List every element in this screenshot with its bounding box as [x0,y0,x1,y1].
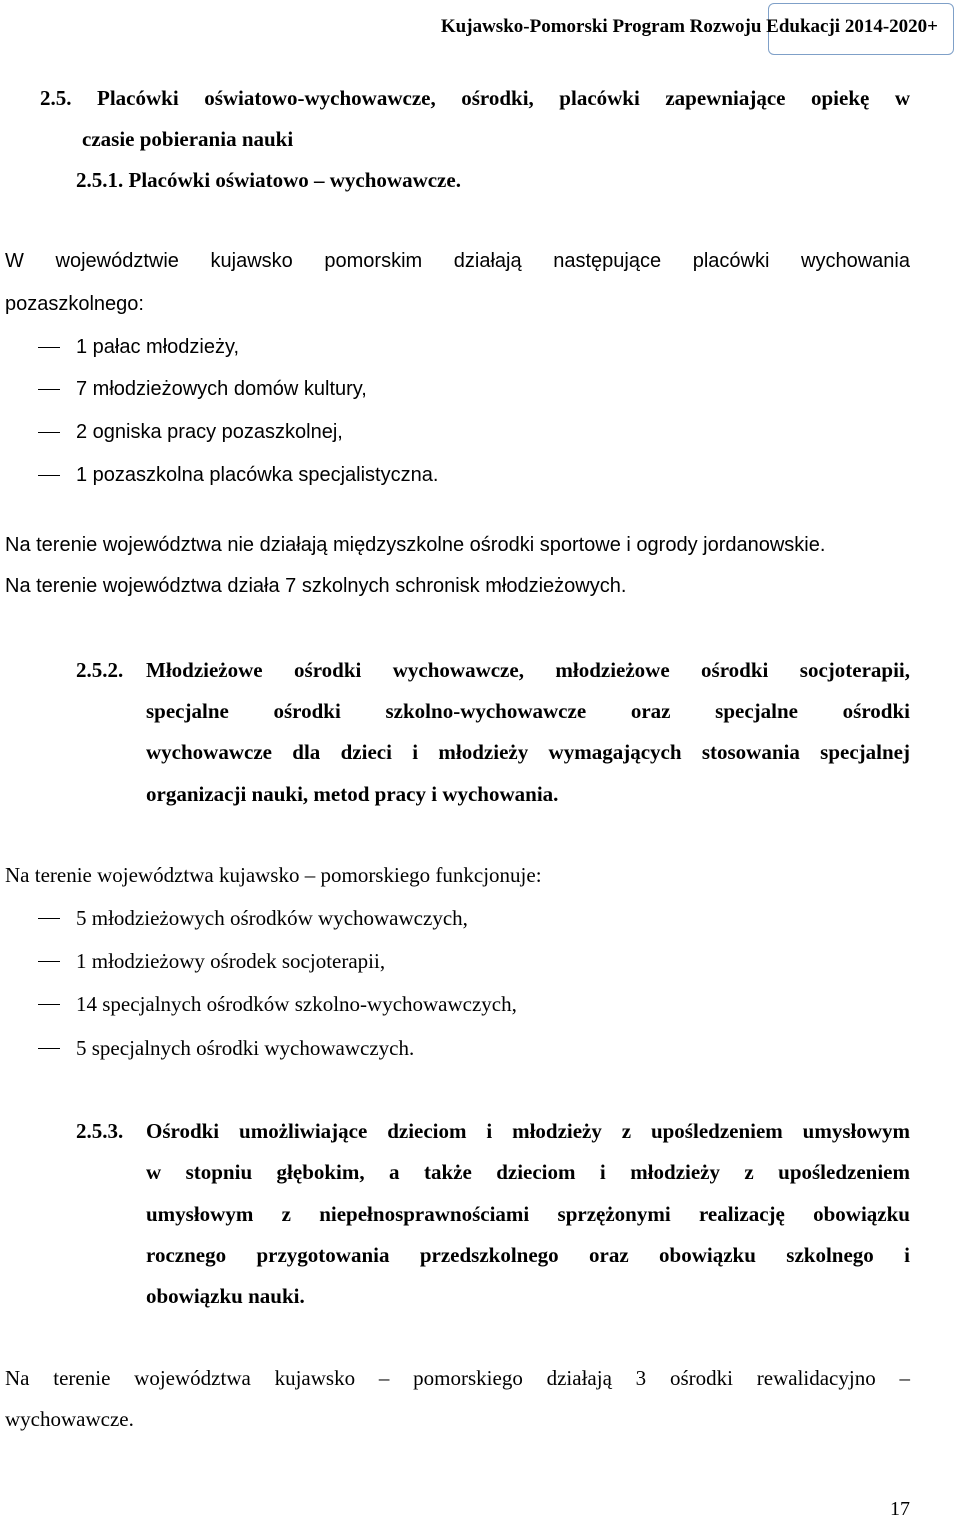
subsection-2-5-3-line3: umysłowym z niepełnosprawnościami sprzężonymi realizację obowiązku [146,1202,910,1226]
list-dash [38,389,60,390]
section-heading-line1: 2.5. Placówki oświatowo-wychowawcze, ośrodki, placówki zapewniające opiekę w [40,86,910,110]
list-dash [38,1004,60,1005]
list-item: 7 młodzieżowych domów kultury, [76,378,367,400]
header-title: Kujawsko-Pomorski Program Rozwoju Edukacji 2014-2020+ [440,16,938,37]
subsection-2-5-2-line1: Młodzieżowe ośrodki wychowawcze, młodzieżowe ośrodki socjoterapii, [146,658,910,682]
list-dash [38,918,60,919]
subsection-2-5-2-line2: specjalne ośrodki szkolno-wychowawcze oraz specjalne ośrodki [146,699,910,723]
subsection-2-5-1-heading: 2.5.1. Placówki oświatowo – wychowawcze. [76,168,461,192]
list-item: 5 młodzieżowych ośrodków wychowawczych, [76,906,468,930]
list-dash [38,347,60,348]
list-item: 1 młodzieżowy ośrodek socjoterapii, [76,949,386,973]
list-dash [38,1048,60,1049]
list-dash [38,475,60,476]
list-dash [38,961,60,962]
subsection-2-5-3-number: 2.5.3. [76,1119,124,1143]
paragraph-3: Na terenie województwa kujawsko – pomorskiego funkcjonuje: [5,863,542,887]
list-item: 2 ogniska pracy pozaszkolnej, [76,421,343,443]
list-item: 14 specjalnych ośrodków szkolno-wychowawczych, [76,992,517,1016]
paragraph-4-line1: Na terenie województwa kujawsko – pomorskiego działają 3 ośrodki rewalidacyjno – [5,1366,910,1390]
list-item: 1 pałac młodzieży, [76,336,240,358]
paragraph-1-line1: W województwie kujawsko pomorskim działają następujące placówki wychowania [5,250,910,272]
subsection-2-5-3-line5: obowiązku nauki. [146,1284,305,1308]
page-number: 17 [890,1498,910,1520]
subsection-2-5-2-number: 2.5.2. [76,658,124,682]
subsection-2-5-2-line3: wychowawcze dla dzieci i młodzieży wymagających stosowania specjalnej [146,740,910,764]
subsection-2-5-3-line1: Ośrodki umożliwiające dzieciom i młodzieży z upośledzeniem umysłowym [146,1119,910,1143]
subsection-2-5-3-line4: rocznego przygotowania przedszkolnego oraz obowiązku szkolnego i [146,1243,910,1267]
subsection-2-5-2-line4: organizacji nauki, metod pracy i wychowania. [146,782,559,806]
list-dash [38,432,60,433]
paragraph-2-line2: Na terenie województwa działa 7 szkolnych schronisk młodzieżowych. [5,575,627,597]
subsection-2-5-3-line2: w stopniu głębokim, a także dzieciom i młodzieży z upośledzeniem [146,1160,910,1184]
paragraph-4-line2: wychowawcze. [5,1407,134,1431]
list-item: 1 pozaszkolna placówka specjalistyczna. [76,464,439,486]
section-heading-line2: czasie pobierania nauki [82,127,294,151]
paragraph-2-line1: Na terenie województwa nie działają międzyszkolne ośrodki sportowe i ogrody jordanowskie. [5,534,826,556]
paragraph-1-line2: pozaszkolnego: [5,293,144,315]
list-item: 5 specjalnych ośrodki wychowawczych. [76,1036,415,1060]
